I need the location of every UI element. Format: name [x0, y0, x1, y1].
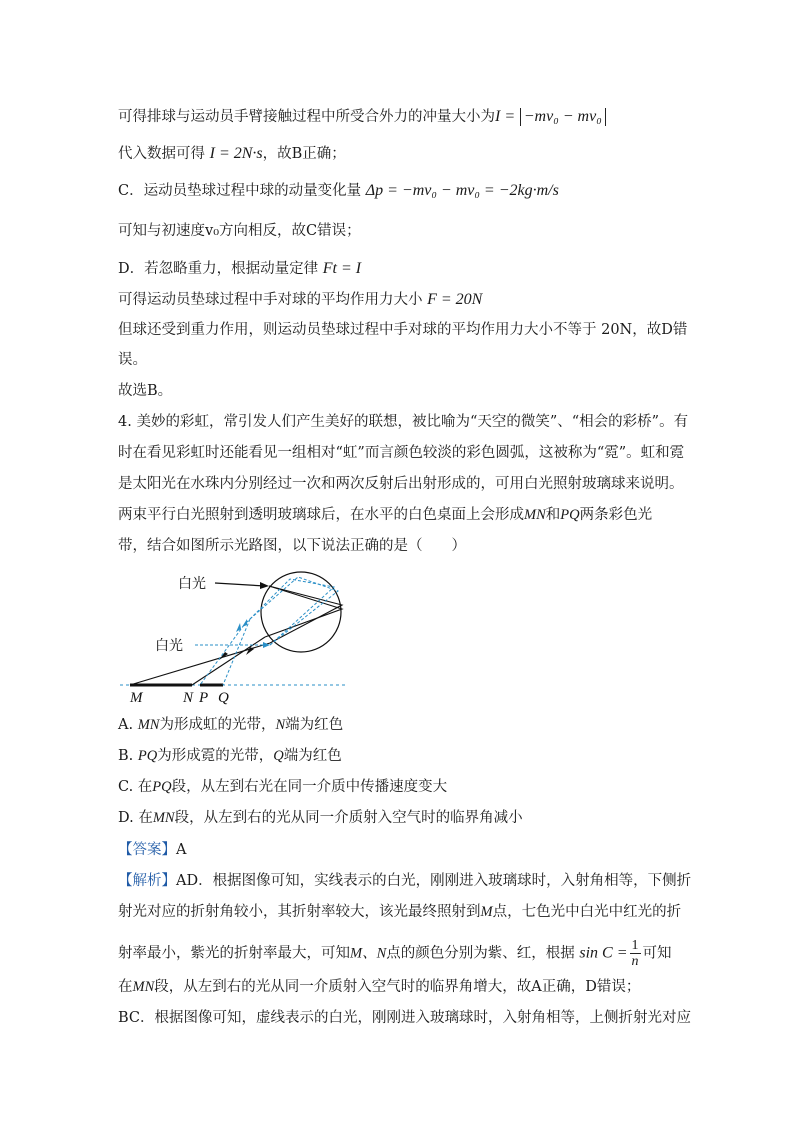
explanation-line-3 — [118, 938, 672, 969]
text: 射光对应的折射角较小，其折射率较大，该光最终照射到 — [118, 904, 481, 920]
text: 和 — [545, 507, 561, 523]
text: C．运动员垫球过程中球的动量变化量 — [118, 183, 362, 199]
explanation-line-2 — [118, 902, 681, 922]
explanation-tag: 【解析】 — [118, 873, 176, 889]
label-N: N — [275, 717, 286, 733]
formula-dp: Δp = −mv₀ − mv₀ = −2kg·m/s — [365, 182, 559, 199]
label-PQ: PQ — [137, 748, 158, 764]
text: 为形成虹的光带， — [159, 717, 276, 733]
text: 点，七色光中白光中红光的折 — [492, 904, 682, 920]
fraction-denominator: n — [631, 954, 639, 969]
label-MN: MN — [152, 810, 175, 826]
solid-exit-ray-N — [192, 637, 265, 685]
formula-abs: −mv₀ − mv₀ — [520, 108, 606, 126]
text: 可得运动员垫球过程中手对球的平均作用力大小 — [118, 292, 423, 308]
text: 两条彩色光 — [579, 507, 653, 523]
text: C. 在 — [118, 779, 153, 795]
text: 在 — [118, 979, 133, 995]
formula-sinC: sin C = — [579, 944, 628, 962]
rainbow-light-path-diagram — [120, 565, 360, 705]
label-Q: Q — [273, 748, 284, 764]
text: A. — [118, 717, 138, 733]
question-line-2: 时在看见彩虹时还能看见一组相对“虹”而言颜色较淡的彩色圆弧，这被称为“霓”。虹和霓 — [118, 445, 685, 461]
line-option-c — [118, 181, 559, 201]
explanation-line-5: BC．根据图像可知，虚线表示的白光，刚刚进入玻璃球时，入射角相等，上侧折射光对应 — [118, 1010, 692, 1026]
label-point-N: N — [183, 690, 194, 705]
label-white-light-2: 白光 — [155, 638, 183, 654]
label-MN: MN — [524, 507, 546, 523]
question-line-3: 是太阳光在水珠内分别经过一次和两次反射后出射形成的，可用白光照射玻璃球来说明。 — [118, 476, 684, 492]
text: 段，从左到右的光从同一介质射入空气时的临界角增大，故A正确，D错误； — [154, 979, 641, 995]
line-wrong: 误。 — [118, 352, 147, 368]
answer-tag: 【答案】 — [118, 842, 176, 858]
line-choose-b: 故选B。 — [118, 383, 173, 399]
text: 点的颜色分别为紫、红，根据 — [386, 945, 575, 962]
option-d — [118, 808, 523, 828]
text: B. — [118, 748, 138, 764]
fraction-numerator: 1 — [631, 938, 639, 953]
text: 可知 — [642, 945, 672, 962]
text: 为形成霓的光带， — [157, 748, 274, 764]
text: ，故B正确； — [262, 146, 346, 162]
explanation-line-4 — [118, 977, 640, 997]
line-force — [118, 290, 482, 310]
label-PQ: PQ — [152, 779, 172, 795]
text: AD．根据图像可知，实线表示的白光，刚刚进入玻璃球时，入射角相等，下侧折 — [176, 873, 692, 889]
label-MN: MN — [137, 717, 160, 733]
text: D. 在 — [118, 810, 153, 826]
label-M-N: M、N — [350, 945, 387, 962]
line-substitute — [118, 144, 346, 164]
question-line-5: 带，结合如图所示光路图，以下说法正确的是（ ） — [118, 538, 466, 554]
label-MN: MN — [132, 979, 155, 995]
formula-F: F = 20N — [427, 291, 483, 308]
text: 射率最小，紫光的折射率最大，可知 — [118, 945, 350, 962]
formula-I: I = — [495, 108, 516, 125]
question-line-4 — [118, 505, 652, 525]
option-c — [118, 777, 447, 797]
solid-internal-ray-1 — [269, 586, 342, 643]
question-line-1: 4. 美妙的彩虹，常引发人们产生美好的联想，被比喻为“天空的微笑”、“相会的彩桥”。有 — [118, 414, 689, 430]
fraction-1-over-n — [630, 938, 641, 969]
label-M: M — [480, 904, 493, 920]
text: 可得排球与运动员手臂接触过程中所受合外力的冲量大小为 — [118, 109, 495, 125]
formula-I-value: I = 2N·s — [209, 145, 263, 162]
arrow-head — [260, 582, 269, 589]
line-option-d — [118, 259, 361, 279]
line-direction: 可知与初速度v₀方向相反，故C错误； — [118, 223, 361, 239]
solid-incident-ray — [215, 583, 265, 586]
arrow-head — [242, 619, 247, 627]
label-point-M: M — [130, 690, 143, 705]
label-point-P: P — [199, 690, 209, 705]
text: 端为红色 — [285, 717, 344, 733]
text: 端为红色 — [283, 748, 342, 764]
text: 段，从左到右的光从同一介质射入空气时的临界角减小 — [174, 810, 523, 826]
dashed-exit-ray-Q — [223, 619, 250, 685]
line-gravity: 但球还受到重力作用，则运动员垫球过程中手对球的平均作用力大小不等于 20N，故D错 — [118, 322, 688, 338]
text: 段，从左到右光在同一介质中传播速度变大 — [171, 779, 448, 795]
line-impulse — [118, 107, 606, 127]
option-a — [118, 715, 343, 735]
formula-Ft: Ft = I — [322, 260, 362, 277]
text: 两束平行白光照射到透明玻璃球后，在水平的白色桌面上会形成 — [118, 507, 524, 523]
label-PQ: PQ — [560, 507, 580, 523]
text: D．若忽略重力，根据动量定律 — [118, 261, 319, 277]
label-point-Q: Q — [218, 690, 229, 705]
label-white-light-1: 白光 — [178, 576, 206, 592]
answer-line — [118, 840, 186, 860]
text: 代入数据可得 — [118, 146, 205, 162]
answer-value: A — [176, 842, 187, 858]
explanation-line-1 — [118, 871, 691, 891]
option-b — [118, 746, 342, 766]
